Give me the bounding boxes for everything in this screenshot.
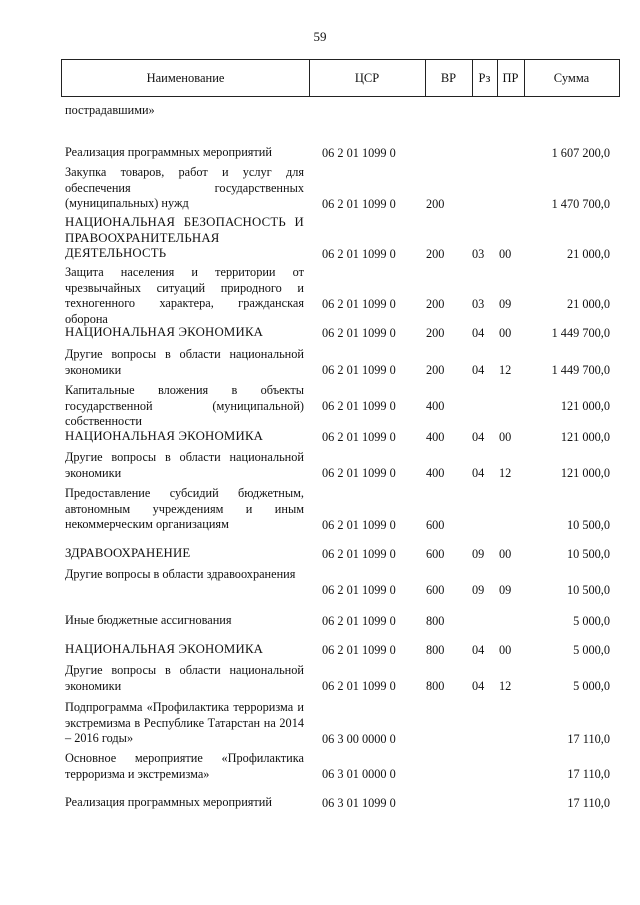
table-row — [0, 215, 640, 262]
table-row — [0, 486, 640, 533]
row-vr: 200 — [426, 296, 445, 311]
table-row — [0, 347, 640, 378]
row-name: Капитальные вложения в объекты государственной (муниципальной) собственности — [65, 383, 304, 428]
header-name: Наименование — [146, 71, 225, 85]
row-vr: 200 — [426, 246, 445, 261]
row-vr: 800 — [426, 642, 445, 657]
row-sum: 5 000,0 — [573, 678, 610, 693]
row-name: Реализация программных мероприятий — [65, 145, 272, 159]
table-header — [61, 59, 620, 97]
row-vr: 800 — [426, 613, 445, 628]
row-csr: 06 2 01 1099 0 — [322, 296, 396, 311]
row-vr: 600 — [426, 582, 445, 597]
row-sum: 21 000,0 — [566, 246, 610, 261]
table-row — [0, 383, 640, 428]
row-name: ЗДРАВООХРАНЕНИЕ — [65, 546, 191, 560]
row-vr: 200 — [426, 196, 445, 211]
row-pr: 00 — [499, 546, 512, 561]
row-csr: 06 3 01 0000 0 — [322, 766, 396, 781]
row-sum: 1 607 200,0 — [551, 145, 610, 160]
row-vr: 400 — [426, 465, 445, 480]
row-vr: 400 — [426, 429, 445, 444]
header-pr: ПР — [502, 71, 519, 85]
row-name: Другие вопросы в области национальной экономики — [65, 450, 304, 480]
row-name: Защита населения и территории от чрезвычайных ситуаций природного и техногенного характера, гражданская оборона — [65, 265, 304, 326]
row-rz: 04 — [472, 642, 485, 657]
row-sum: 17 110,0 — [567, 795, 610, 810]
row-pr: 00 — [499, 246, 512, 261]
row-csr: 06 2 01 1099 0 — [322, 196, 396, 211]
header-vr: ВР — [440, 71, 457, 85]
row-rz: 09 — [472, 582, 485, 597]
row-sum: 121 000,0 — [560, 398, 610, 413]
row-rz: 04 — [472, 678, 485, 693]
table-row — [0, 613, 640, 629]
row-csr: 06 2 01 1099 0 — [322, 362, 396, 377]
row-sum: 10 500,0 — [566, 582, 610, 597]
row-sum: 1 449 700,0 — [551, 362, 610, 377]
table-row — [0, 429, 640, 445]
row-csr: 06 2 01 1099 0 — [322, 325, 396, 340]
row-sum: 121 000,0 — [560, 465, 610, 480]
table-row — [0, 567, 640, 598]
table-row — [0, 663, 640, 694]
row-name: Закупка товаров, работ и услуг для обеспечения государственных (муниципальных) нужд — [65, 165, 304, 210]
table-row — [0, 450, 640, 481]
row-sum: 17 110,0 — [567, 766, 610, 781]
row-sum: 21 000,0 — [566, 296, 610, 311]
row-sum: 10 500,0 — [566, 546, 610, 561]
row-sum: 1 449 700,0 — [551, 325, 610, 340]
table-row — [0, 265, 640, 326]
row-vr: 200 — [426, 325, 445, 340]
row-pr: 12 — [499, 465, 512, 480]
row-name: Основное мероприятие «Профилактика терроризма и экстремизма» — [65, 751, 304, 781]
row-vr: 800 — [426, 678, 445, 693]
table-row — [0, 165, 640, 212]
table-row — [0, 751, 640, 782]
row-csr: 06 3 01 1099 0 — [322, 795, 396, 810]
row-rz: 04 — [472, 465, 485, 480]
row-name: пострадавшими» — [65, 103, 155, 117]
row-name: НАЦИОНАЛЬНАЯ ЭКОНОМИКА — [65, 325, 264, 339]
row-name: Другие вопросы в области национальной экономики — [65, 347, 304, 377]
table-row — [0, 642, 640, 658]
row-name: Предоставление субсидий бюджетным, автономным учреждениям и иным некоммерческим организациям — [65, 486, 304, 531]
row-sum: 121 000,0 — [560, 429, 610, 444]
row-rz: 04 — [472, 325, 485, 340]
row-sum: 1 470 700,0 — [551, 196, 610, 211]
table-row — [0, 795, 640, 811]
row-sum: 5 000,0 — [573, 642, 610, 657]
header-sum: Сумма — [553, 71, 590, 85]
row-rz: 03 — [472, 246, 485, 261]
row-name: Другие вопросы в области здравоохранения — [65, 567, 296, 581]
row-name: Другие вопросы в области национальной экономики — [65, 663, 304, 693]
row-csr: 06 2 01 1099 0 — [322, 465, 396, 480]
table-row — [0, 145, 640, 161]
row-sum: 10 500,0 — [566, 517, 610, 532]
row-pr: 09 — [499, 296, 512, 311]
row-csr: 06 2 01 1099 0 — [322, 613, 396, 628]
row-pr: 09 — [499, 582, 512, 597]
row-rz: 09 — [472, 546, 485, 561]
row-csr: 06 2 01 1099 0 — [322, 642, 396, 657]
row-vr: 400 — [426, 398, 445, 413]
row-name: НАЦИОНАЛЬНАЯ ЭКОНОМИКА — [65, 642, 264, 656]
table-row — [0, 103, 640, 119]
page-number: 59 — [313, 29, 327, 44]
row-sum: 5 000,0 — [573, 613, 610, 628]
row-pr: 00 — [499, 325, 512, 340]
row-rz: 03 — [472, 296, 485, 311]
row-csr: 06 3 00 0000 0 — [322, 731, 396, 746]
row-rz: 04 — [472, 429, 485, 444]
row-csr: 06 2 01 1099 0 — [322, 398, 396, 413]
row-vr: 200 — [426, 362, 445, 377]
row-pr: 00 — [499, 429, 512, 444]
header-rz: Рз — [478, 71, 491, 85]
table-row — [0, 700, 640, 747]
row-csr: 06 2 01 1099 0 — [322, 429, 396, 444]
row-vr: 600 — [426, 546, 445, 561]
row-pr: 12 — [499, 362, 512, 377]
row-csr: 06 2 01 1099 0 — [322, 517, 396, 532]
row-csr: 06 2 01 1099 0 — [322, 678, 396, 693]
row-name: Подпрограмма «Профилактика терроризма и экстремизма в Республике Татарстан на 2014 – 2016 годы» — [65, 700, 304, 745]
row-name: Реализация программных мероприятий — [65, 795, 272, 809]
row-csr: 06 2 01 1099 0 — [322, 246, 396, 261]
row-name: Иные бюджетные ассигнования — [65, 613, 232, 627]
table-row — [0, 546, 640, 562]
row-csr: 06 2 01 1099 0 — [322, 145, 396, 160]
row-csr: 06 2 01 1099 0 — [322, 546, 396, 561]
row-vr: 600 — [426, 517, 445, 532]
row-rz: 04 — [472, 362, 485, 377]
row-sum: 17 110,0 — [567, 731, 610, 746]
row-csr: 06 2 01 1099 0 — [322, 582, 396, 597]
row-pr: 12 — [499, 678, 512, 693]
row-name: НАЦИОНАЛЬНАЯ ЭКОНОМИКА — [65, 429, 264, 443]
row-name: НАЦИОНАЛЬНАЯ БЕЗОПАСНОСТЬ И ПРАВООХРАНИТЕЛЬНАЯ ДЕЯТЕЛЬНОСТЬ — [65, 215, 304, 260]
header-csr: ЦСР — [354, 71, 380, 85]
row-pr: 00 — [499, 642, 512, 657]
table-row — [0, 325, 640, 341]
